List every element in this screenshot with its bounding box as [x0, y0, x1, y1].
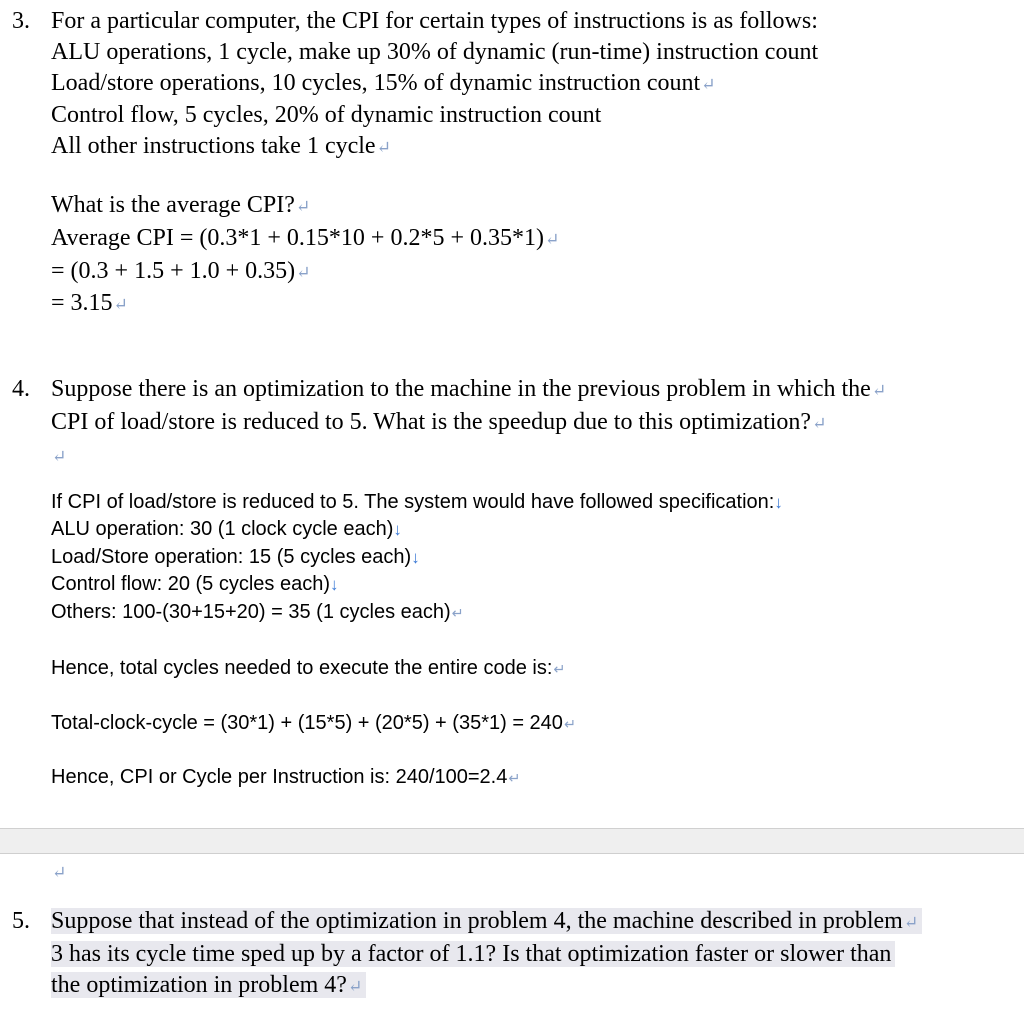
q3-line-3-text: Load/store operations, 10 cycles, 15% of dynamic instruction count — [51, 69, 701, 96]
q3-line-2: ALU operations, 1 cycle, make up 30% of dynamic (run-time) instruction count — [51, 38, 819, 65]
question-5-text — [51, 906, 1024, 1002]
solution-line-5 — [51, 599, 1024, 628]
question-3-text — [51, 6, 1024, 164]
paragraph-mark-icon: ↵ — [812, 413, 827, 433]
solution-line-2-text: ALU operation: 30 (1 clock cycle each) — [51, 518, 394, 541]
empty-paragraph — [51, 856, 66, 889]
solution-lines — [51, 489, 1024, 628]
paragraph-mark-icon: ↵ — [113, 295, 129, 315]
answer-line-4 — [51, 288, 1024, 321]
paragraph-mark-icon: ↵ — [347, 976, 363, 996]
page-break-divider — [0, 828, 1024, 854]
solution-line-4-text: Control flow: 20 (5 cycles each) — [51, 573, 331, 596]
paragraph-mark-icon: ↵ — [295, 197, 311, 216]
paragraph-mark-icon: ↵ — [563, 717, 576, 733]
paragraph-mark-icon: ↵ — [52, 446, 67, 466]
paragraph-mark-icon: ↵ — [508, 771, 521, 787]
q3-line-4: Control flow, 5 cycles, 20% of dynamic instruction count — [51, 102, 602, 129]
question-number: 5. — [12, 908, 30, 934]
q3-line-1: For a particular computer, the CPI for certain types of instructions is as follows: — [51, 8, 818, 34]
q4-empty-line — [51, 440, 1024, 473]
q4-line-1 — [51, 374, 1024, 407]
solution-line-3 — [51, 544, 1024, 571]
solution-line-1-text: If CPI of load/store is reduced to 5. The system would have followed specification: — [51, 491, 775, 513]
q3-line-5-text: All other instructions take 1 cycle — [51, 133, 376, 160]
paragraph-mark-icon: ↵ — [296, 262, 311, 282]
answer-line-2 — [51, 223, 1024, 256]
line-break-icon: ↓ — [774, 493, 783, 512]
q5-line-3 — [51, 970, 1024, 1003]
answer-line-3-text: = (0.3 + 1.5 + 1.0 + 0.35) — [51, 257, 296, 284]
q3-line-5 — [51, 131, 1024, 164]
q5-line-2-highlight: 3 has its cycle time sped up by a factor of 1.1? Is that optimization faster or slower than — [51, 941, 895, 967]
q5-line-3-text: the optimization in problem 4? — [51, 971, 347, 998]
solution-line-4 — [51, 571, 1024, 598]
paragraph-mark-icon: ↵ — [544, 229, 560, 249]
q5-line-3-highlight — [51, 972, 366, 998]
paragraph-mark-icon: ↵ — [701, 74, 716, 94]
q5-line-1-highlight — [51, 908, 922, 934]
paragraph-mark-icon: ↵ — [903, 913, 919, 932]
answer-line-2-text: Average CPI = (0.3*1 + 0.15*10 + 0.2*5 + 0.35*1) — [51, 224, 544, 251]
q4-line-1-text: Suppose there is an optimization to the machine in the previous problem in which the — [51, 376, 871, 402]
solution-line-1 — [51, 489, 1024, 516]
q4-line-2 — [51, 407, 1024, 440]
answer-line-3 — [51, 256, 1024, 289]
answer-line-4-text: = 3.15 — [51, 290, 113, 317]
paragraph-mark-icon: ↵ — [451, 605, 464, 622]
q3-line-3 — [51, 68, 1024, 101]
hence-total-text — [51, 655, 565, 684]
q4-line-2-text: CPI of load/store is reduced to 5. What is the speedup due to this optimization? — [51, 408, 812, 435]
total-clock-label: Total-clock-cycle = (30*1) + (15*5) + (20*5) + (35*1) = 240 — [51, 712, 563, 734]
paragraph-mark-icon: ↵ — [871, 381, 887, 400]
question-number: 3. — [12, 8, 30, 34]
q5-line-2 — [51, 939, 1024, 970]
line-break-icon: ↓ — [393, 520, 402, 540]
answer-line-1 — [51, 190, 1024, 223]
paragraph-mark-icon: ↵ — [52, 863, 67, 882]
paragraph-mark-icon: ↵ — [376, 138, 392, 158]
answer-lines — [51, 190, 1024, 321]
question-4-text — [51, 374, 1024, 472]
hence-cpi-text — [51, 764, 520, 793]
line-break-icon: ↓ — [411, 547, 420, 567]
solution-line-2 — [51, 516, 1024, 543]
line-break-icon: ↓ — [330, 575, 339, 595]
solution-line-5-text: Others: 100-(30+15+20) = 35 (1 cycles each) — [51, 600, 451, 623]
paragraph-mark-icon: ↵ — [553, 662, 566, 678]
total-clock-cycle-text — [51, 710, 576, 739]
answer-line-1-text: What is the average CPI? — [51, 192, 295, 218]
question-number: 4. — [12, 376, 30, 402]
hence-total-label: Hence, total cycles needed to execute the entire code is: — [51, 657, 553, 679]
solution-line-3-text: Load/Store operation: 15 (5 cycles each) — [51, 545, 412, 568]
q5-line-1-text: Suppose that instead of the optimization in problem 4, the machine described in problem — [51, 908, 903, 934]
q5-line-1 — [51, 906, 1024, 939]
hence-cpi-label: Hence, CPI or Cycle per Instruction is: 240/100=2.4 — [51, 766, 508, 788]
